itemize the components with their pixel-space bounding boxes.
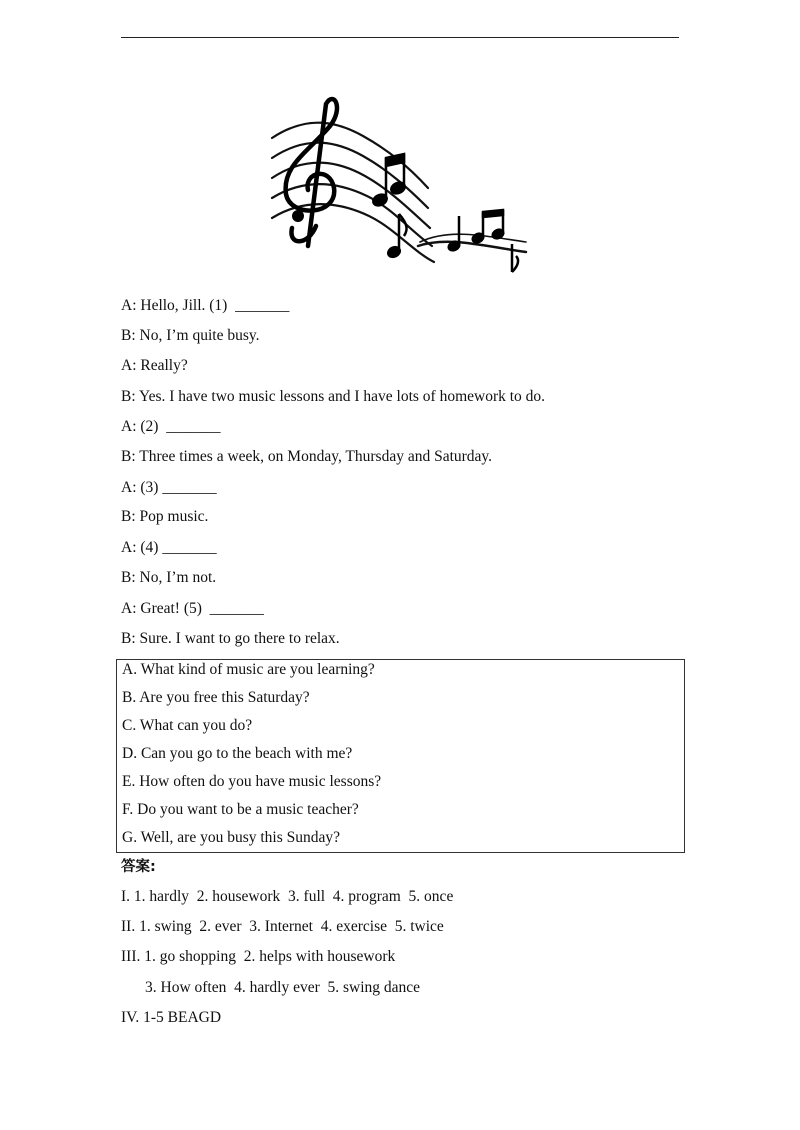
answer-heading: 答案: [121, 859, 156, 875]
dialogue-line-12: B: Sure. I want to go there to relax. [121, 630, 340, 647]
answer-line-5: IV. 1-5 BEAGD [121, 1009, 222, 1026]
option-c: C. What can you do? [122, 717, 253, 734]
dialogue-line-2: B: No, I’m quite busy. [121, 327, 260, 344]
dialogue-line-11: A: Great! (5) _______ [121, 600, 264, 617]
option-f: F. Do you want to be a music teacher? [122, 801, 359, 818]
option-g: G. Well, are you busy this Sunday? [122, 829, 341, 846]
answer-line-4: 3. How often 4. hardly ever 5. swing dance [145, 979, 421, 996]
dialogue-line-3: A: Really? [121, 357, 188, 374]
dialogue-line-10: B: No, I’m not. [121, 569, 217, 586]
option-d: D. Can you go to the beach with me? [122, 745, 353, 762]
dialogue-line-4: B: Yes. I have two music lessons and I have lots of homework to do. [121, 388, 546, 405]
options-box [116, 659, 685, 853]
dialogue-line-8: B: Pop music. [121, 508, 209, 525]
dialogue-line-6: B: Three times a week, on Monday, Thursday and Saturday. [121, 448, 493, 465]
dialogue-line-7: A: (3) _______ [121, 479, 217, 496]
answer-line-2: II. 1. swing 2. ever 3. Internet 4. exercise 5. twice [121, 918, 444, 935]
answer-line-3: III. 1. go shopping 2. helps with housework [121, 948, 396, 965]
dialogue-line-1: A: Hello, Jill. (1) _______ [121, 297, 290, 314]
option-a: A. What kind of music are you learning? [122, 661, 375, 678]
option-e: E. How often do you have music lessons? [122, 773, 382, 790]
dialogue-line-5: A: (2) _______ [121, 418, 221, 435]
dialogue-line-9: A: (4) _______ [121, 539, 217, 556]
option-b: B. Are you free this Saturday? [122, 689, 310, 706]
header-rule [121, 37, 679, 38]
music-notes-illustration [268, 96, 530, 280]
answer-line-1: I. 1. hardly 2. housework 3. full 4. program 5. once [121, 888, 454, 905]
